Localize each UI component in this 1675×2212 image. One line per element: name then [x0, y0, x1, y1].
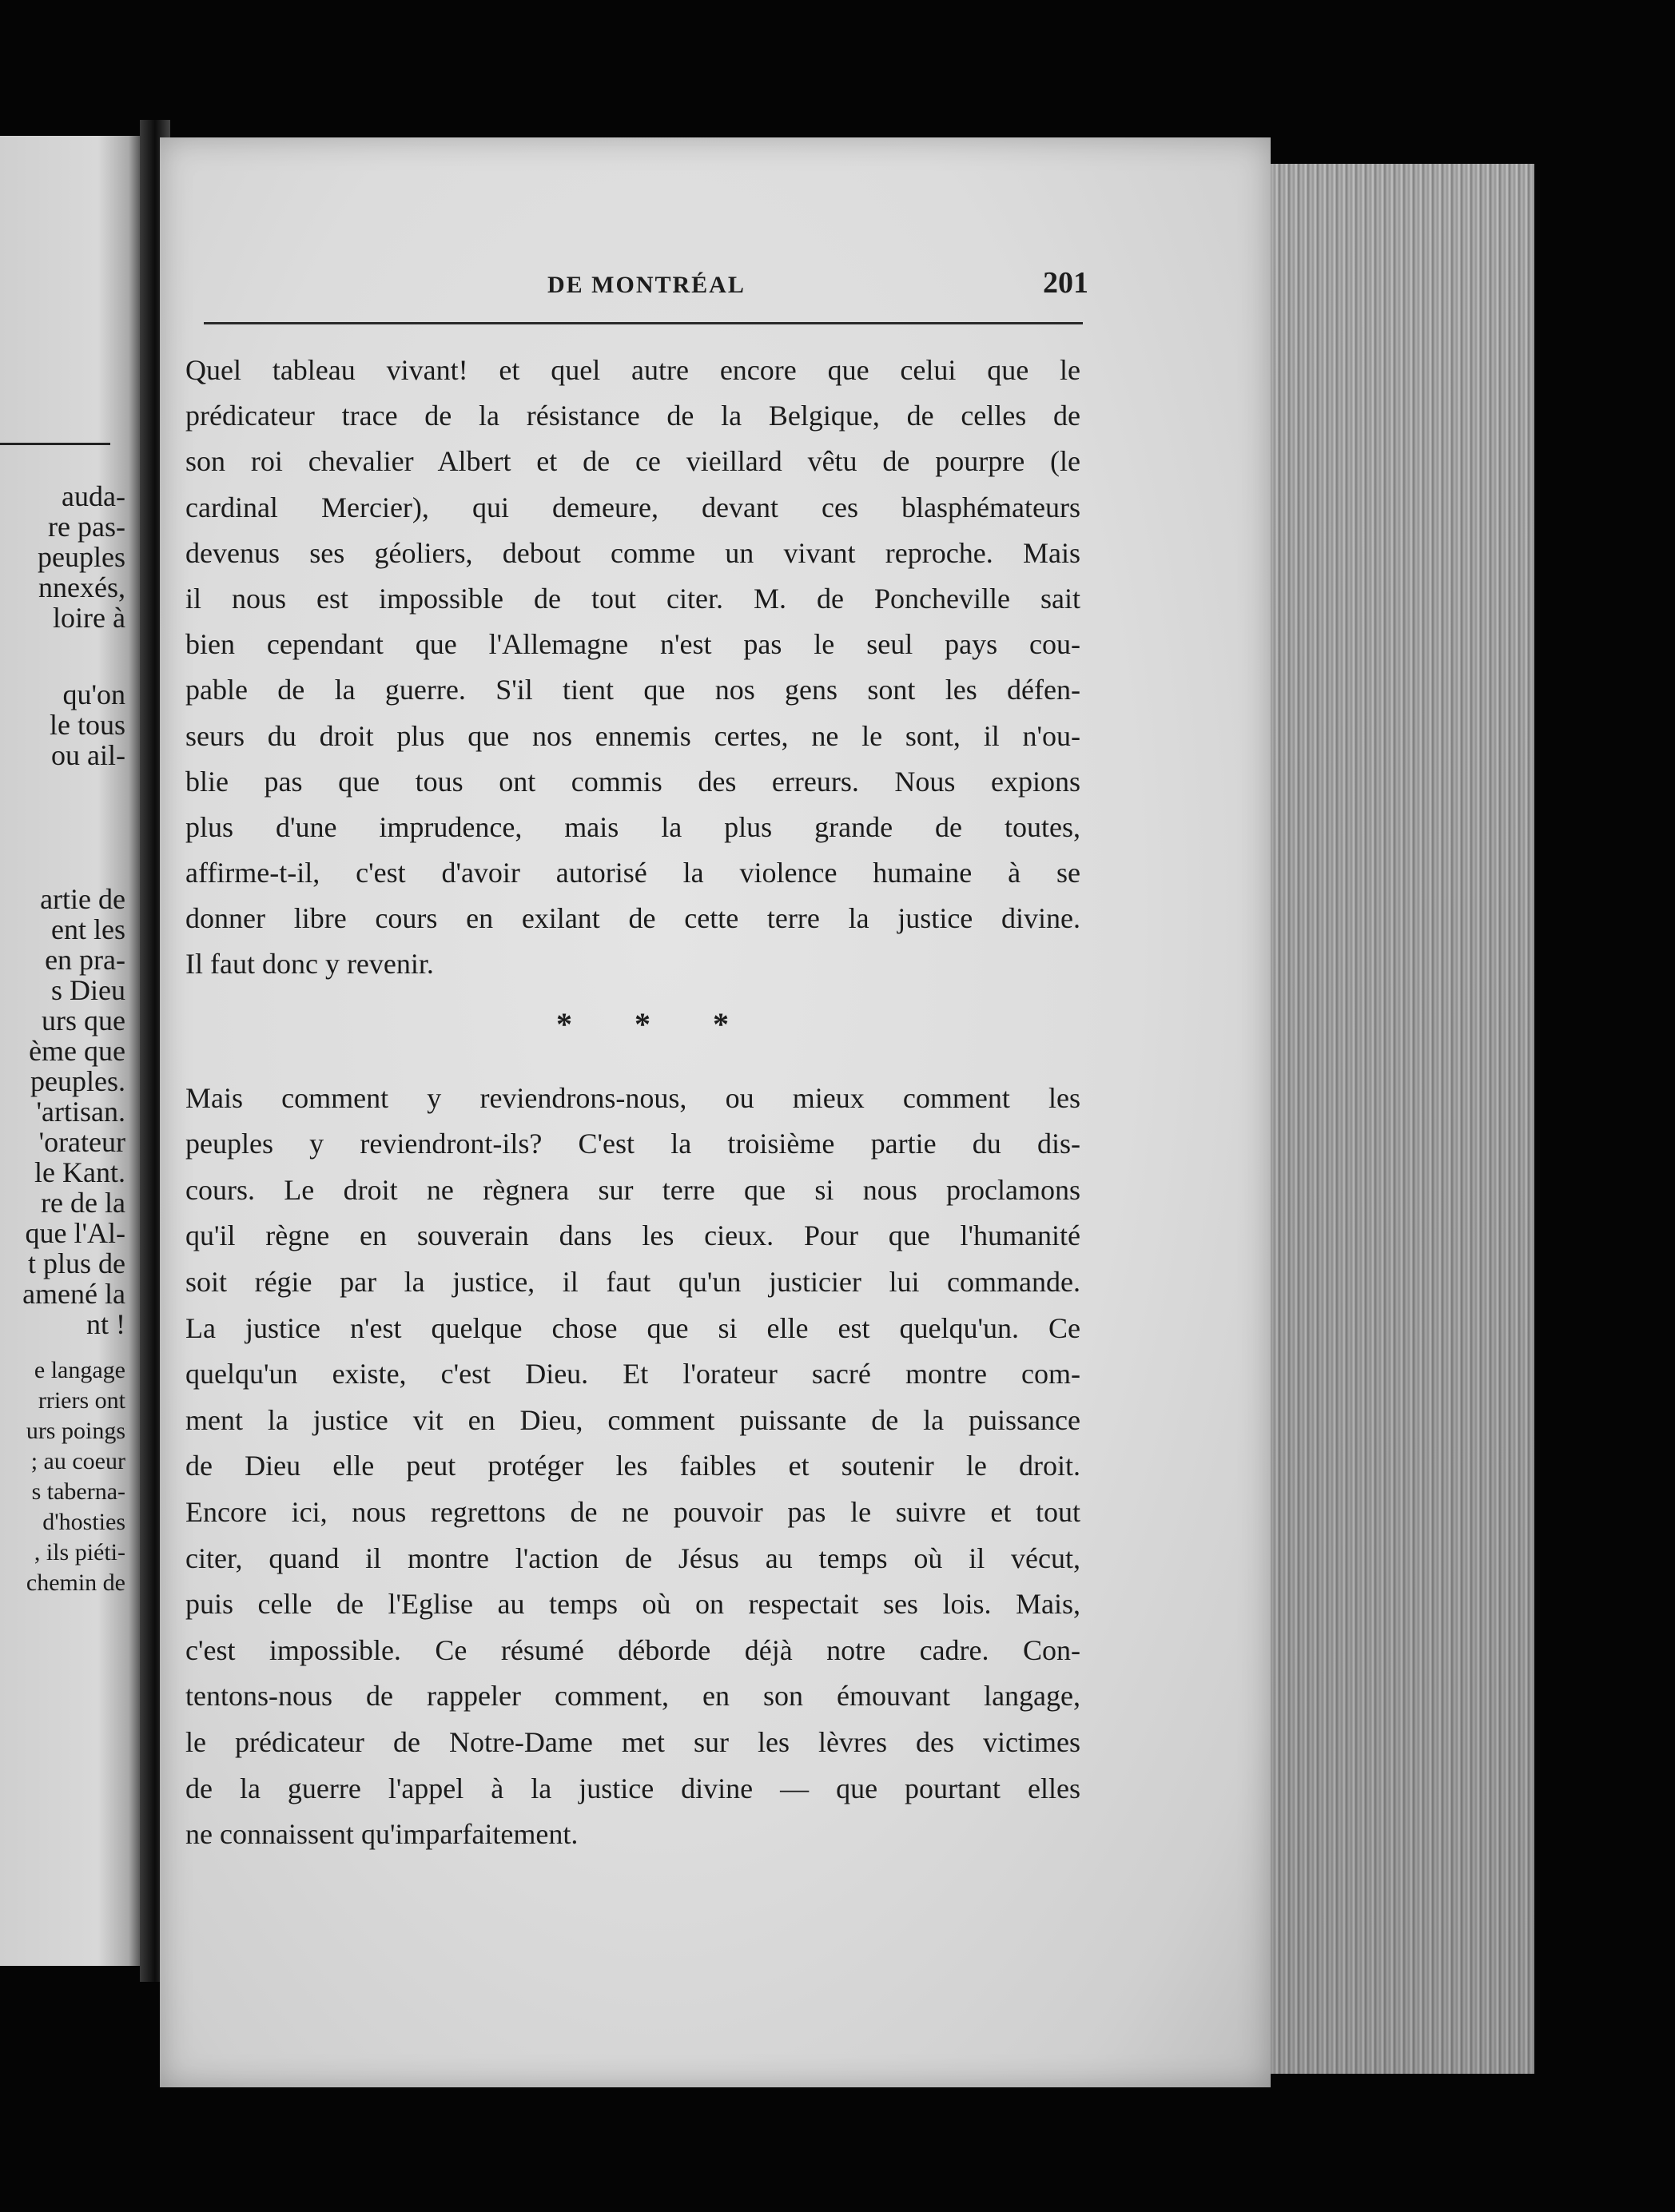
text-line: qu'il règne en souverain dans les cieux. Pour que l'humanité: [185, 1219, 1080, 1252]
text-line: puis celle de l'Eglise au temps où on respectait ses lois. Mais,: [185, 1588, 1080, 1621]
left-page-header-rule: [0, 443, 110, 445]
text-line: affirme-t-il, c'est d'avoir autorisé la violence humaine à se: [185, 857, 1080, 889]
header-rule: [204, 322, 1083, 324]
left-fragment: re pas-: [48, 511, 125, 543]
left-fragment: qu'on: [62, 678, 125, 710]
text-line: il nous est impossible de tout citer. M. de Poncheville sait: [185, 582, 1080, 615]
left-fragment: artie de: [40, 883, 125, 915]
left-footnote-fragment: ; au coeur: [30, 1448, 125, 1474]
text-line: ment la justice vit en Dieu, comment puissante de la puissance: [185, 1403, 1080, 1436]
left-fragment: peuples.: [30, 1065, 125, 1097]
left-footnote-fragment: d'hosties: [42, 1509, 125, 1535]
left-page-text-fragments: [0, 481, 125, 1598]
left-fragment: ent les: [51, 913, 125, 945]
running-title: DE MONTRÉAL: [547, 272, 746, 298]
text-line: cardinal Mercier), qui demeure, devant ces blasphémateurs: [185, 491, 1080, 523]
text-line: Mais comment y reviendrons-nous, ou mieux comment les: [185, 1081, 1080, 1114]
text-line: seurs du droit plus que nos ennemis certes, ne le sont, il n'ou-: [185, 719, 1080, 752]
left-fragment: nnexés,: [38, 571, 125, 603]
left-fragment: loire à: [53, 602, 125, 634]
text-line: tentons-nous de rappeler comment, en son émouvant langage,: [185, 1680, 1080, 1713]
text-line: devenus ses géoliers, debout comme un vivant reproche. Mais: [185, 536, 1080, 569]
text-line: Encore ici, nous regrettons de ne pouvoir pas le suivre et tout: [185, 1495, 1080, 1528]
text-line: Il faut donc y revenir.: [185, 948, 434, 981]
left-fragment: ème que: [29, 1035, 125, 1067]
text-line: donner libre cours en exilant de cette terre la justice divine.: [185, 902, 1080, 935]
text-line: pable de la guerre. S'il tient que nos gens sont les défen-: [185, 674, 1080, 706]
text-line: citer, quand il montre l'action de Jésus au temps où il vécut,: [185, 1542, 1080, 1574]
left-footnote-fragment: , ils piéti-: [34, 1539, 125, 1566]
left-footnote-fragment: e langage: [34, 1357, 125, 1383]
text-line: soit régie par la justice, il faut qu'un justicier lui commande.: [185, 1266, 1080, 1298]
text-line: blie pas que tous ont commis des erreurs. Nous expions: [185, 765, 1080, 798]
left-fragment: re de la: [41, 1187, 125, 1219]
text-line: plus d'une imprudence, mais la plus grande de toutes,: [185, 810, 1080, 843]
left-facing-page: [0, 136, 140, 1966]
text-line: prédicateur trace de la résistance de la Belgique, de celles de: [185, 400, 1080, 432]
page-body: [185, 348, 1080, 1858]
left-fragment: 'orateur: [38, 1126, 125, 1158]
page-block-edges: [1251, 164, 1534, 2074]
paragraph-1: [185, 348, 1080, 988]
text-line: Quel tableau vivant! et quel autre encore que celui que le: [185, 354, 1080, 386]
left-fragment: ou ail-: [51, 739, 125, 771]
text-line: peuples y reviendront-ils? C'est la troisième partie du dis-: [185, 1128, 1080, 1160]
left-footnote-fragment: chemin de: [26, 1569, 125, 1596]
left-fragment: urs que: [42, 1005, 125, 1036]
running-header: [204, 264, 1088, 328]
left-fragment: 'artisan.: [36, 1096, 125, 1128]
text-line: de Dieu elle peut protéger les faibles et soutenir le droit.: [185, 1450, 1080, 1482]
left-footnote-fragment: s taberna-: [31, 1478, 125, 1505]
section-separator: * * *: [556, 1005, 756, 1042]
left-fragment: auda-: [62, 480, 125, 512]
page-number: 201: [1043, 266, 1088, 300]
text-line: son roi chevalier Albert et de ce vieillard vêtu de pourpre (le: [185, 445, 1080, 478]
text-line: ne connaissent qu'imparfaitement.: [185, 1818, 579, 1851]
text-line: le prédicateur de Notre-Dame met sur les lèvres des victimes: [185, 1725, 1080, 1758]
text-line: de la guerre l'appel à la justice divine — que pourtant elles: [185, 1772, 1080, 1804]
left-fragment: le Kant.: [34, 1156, 125, 1188]
left-fragment: t plus de: [28, 1247, 125, 1279]
paragraph-2: [185, 1076, 1080, 1858]
left-fragment: amené la: [22, 1278, 125, 1310]
text-line: cours. Le droit ne règnera sur terre que si nous proclamons: [185, 1173, 1080, 1206]
left-fragment: en pra-: [45, 944, 125, 976]
left-fragment: s Dieu: [51, 974, 125, 1006]
left-fragment: le tous: [50, 709, 125, 741]
left-footnote-fragment: urs poings: [26, 1418, 125, 1444]
left-fragment: peuples: [38, 541, 125, 573]
text-line: quelqu'un existe, c'est Dieu. Et l'orateur sacré montre com-: [185, 1358, 1080, 1390]
left-fragment: nt !: [86, 1308, 125, 1340]
text-line: c'est impossible. Ce résumé déborde déjà notre cadre. Con-: [185, 1633, 1080, 1666]
text-line: La justice n'est quelque chose que si elle est quelqu'un. Ce: [185, 1311, 1080, 1344]
left-fragment: que l'Al-: [25, 1217, 125, 1249]
text-line: bien cependant que l'Allemagne n'est pas le seul pays cou-: [185, 628, 1080, 661]
left-footnote-fragment: rriers ont: [38, 1387, 125, 1414]
